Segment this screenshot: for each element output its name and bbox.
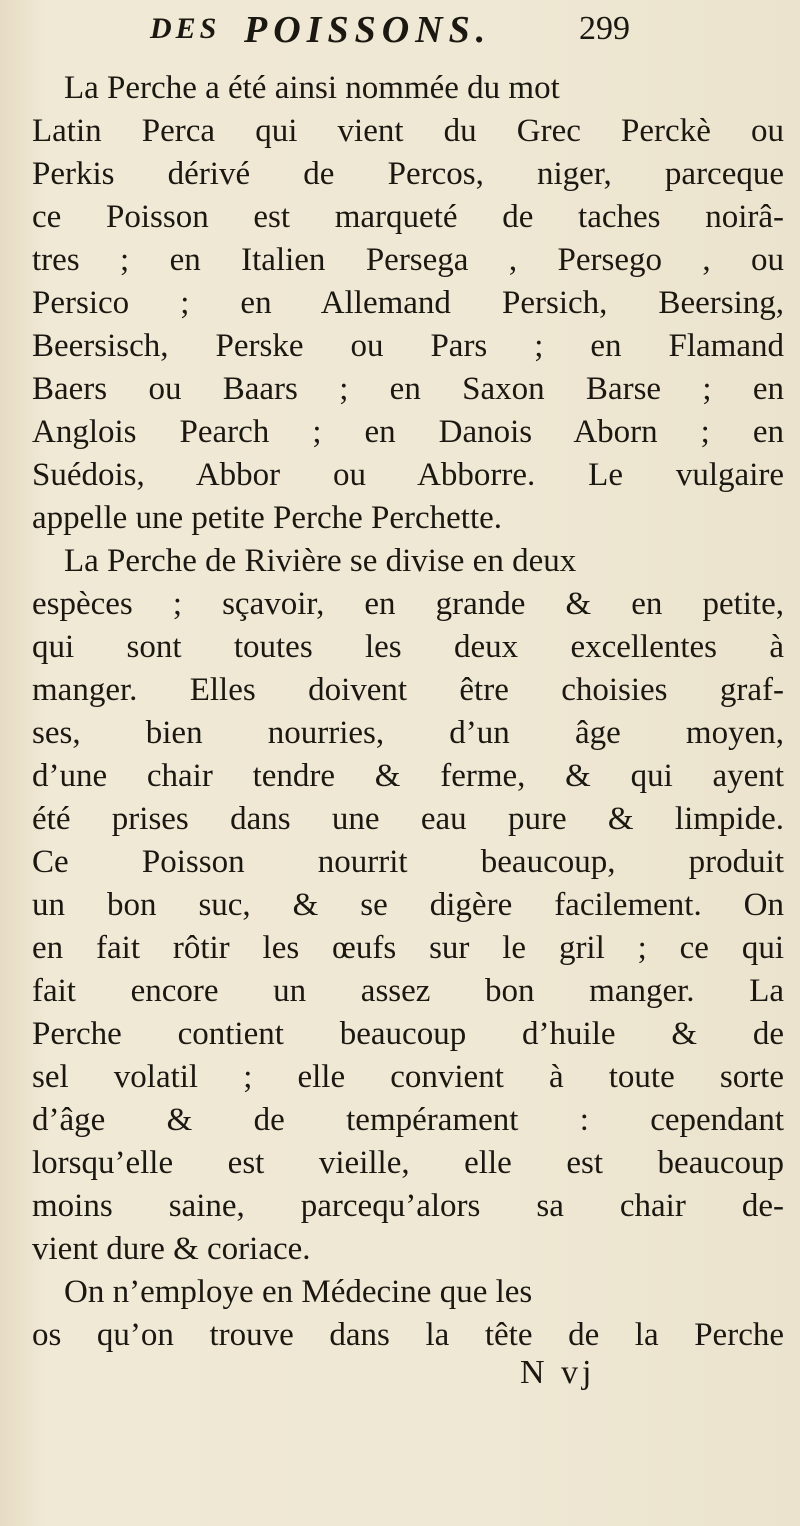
text-line: Suédois, Abbor ou Abborre. Le vulgaire <box>32 457 784 493</box>
text-line: vient dure & coriace. <box>32 1231 311 1267</box>
text-line: Baers ou Baars ; en Saxon Barse ; en <box>32 371 784 407</box>
text-line: On n’employe en Médecine que les <box>64 1274 533 1310</box>
text-line: Beersisch, Perske ou Pars ; en Flamand <box>32 328 784 364</box>
text-line: Latin Perca qui vient du Grec Perckè ou <box>32 113 784 149</box>
text-line: manger. Elles doivent être choisies graf- <box>32 672 784 708</box>
running-header <box>150 8 630 56</box>
text-line: qui sont toutes les deux excellentes à <box>32 629 784 665</box>
text-line: Ce Poisson nourrit beaucoup, produit <box>32 844 784 880</box>
text-line: ce Poisson est marqueté de taches noirâ- <box>32 199 784 235</box>
text-line: fait encore un assez bon manger. La <box>32 973 784 1009</box>
text-line: Persico ; en Allemand Persich, Beersing, <box>32 285 784 321</box>
text-line: La Perche de Rivière se divise en deux <box>64 543 577 579</box>
text-line: La Perche a été ainsi nommée du mot <box>64 70 560 106</box>
text-line: un bon suc, & se digère facilement. On <box>32 887 784 923</box>
text-line: Anglois Pearch ; en Danois Aborn ; en <box>32 414 784 450</box>
text-line: moins saine, parcequ’alors sa chair de- <box>32 1188 784 1224</box>
text-line: Perche contient beaucoup d’huile & de <box>32 1016 784 1052</box>
signature-mark: N vj <box>520 1354 596 1391</box>
text-line: Perkis dérivé de Percos, niger, parceque <box>32 156 784 192</box>
running-head-poissons: POISSONS. <box>244 9 492 51</box>
page-number: 299 <box>579 10 630 47</box>
running-head-des: DES <box>150 12 221 45</box>
text-line: en fait rôtir les œufs sur le gril ; ce qui <box>32 930 784 966</box>
text-line: appelle une petite Perche Perchette. <box>32 500 503 536</box>
text-line: d’âge & de tempérament : cependant <box>32 1102 784 1138</box>
text-line: d’une chair tendre & ferme, & qui ayent <box>32 758 784 794</box>
text-line: tres ; en Italien Persega , Persego , ou <box>32 242 784 278</box>
text-line: os qu’on trouve dans la tête de la Perche <box>32 1317 784 1353</box>
text-line: lorsqu’elle est vieille, elle est beaucoup <box>32 1145 784 1181</box>
text-line: espèces ; sçavoir, en grande & en petite, <box>32 586 784 622</box>
text-line: sel volatil ; elle convient à toute sorte <box>32 1059 784 1095</box>
text-line: ses, bien nourries, d’un âge moyen, <box>32 715 784 751</box>
text-line: été prises dans une eau pure & limpide. <box>32 801 784 837</box>
